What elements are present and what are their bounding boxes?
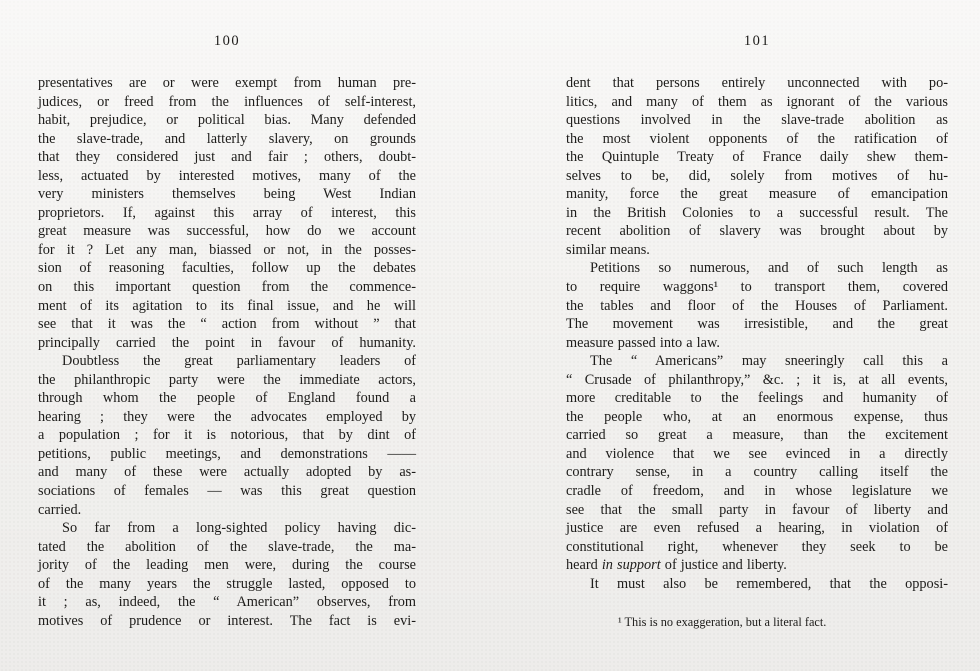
text-line: petitions, public meetings, and demonstrations —— xyxy=(38,445,416,462)
text-line: a population ; for it is notorious, that by dint of xyxy=(38,427,416,444)
text-line: for it ? Let any man, biassed or not, in the posses- xyxy=(38,241,416,258)
text-segment: of justice and liberty. xyxy=(660,557,787,574)
text-line: the philanthropic party were the immediate actors, xyxy=(38,371,416,388)
text-line: sociations of females — was this great question xyxy=(38,483,416,500)
text-line: jority of the leading men were, during the course xyxy=(38,557,416,574)
text-line: habit, prejudice, or political bias. Many defended xyxy=(38,112,416,129)
text-line: proprietors. If, against this array of interest, this xyxy=(38,204,416,221)
text-line: the tables and floor of the Houses of Parliament. xyxy=(566,297,948,314)
text-line: that they considered just and fair ; others, doubt- xyxy=(38,149,416,166)
text-line: recent abolition of slavery was brought about by xyxy=(566,223,948,240)
text-line: cradle of freedom, and in whose legislature we xyxy=(566,483,948,500)
text-line: similar means. xyxy=(566,241,650,258)
text-line: constitutional right, whenever they seek to be xyxy=(566,538,948,555)
text-line: litics, and many of them as ignorant of the various xyxy=(566,93,948,110)
text-line: selves to be, did, solely from motives of hu- xyxy=(566,167,948,184)
text-line: tated the abolition of the slave-trade, the ma- xyxy=(38,538,416,555)
text-line: sion of reasoning faculties, follow up the debates xyxy=(38,260,416,277)
text-line: judices, or freed from the influences of self-interest, xyxy=(38,93,416,110)
text-line: it ; as, indeed, the “ American” observes, from xyxy=(38,594,416,611)
text-line: motives of prudence or interest. The fact is evi- xyxy=(38,612,416,629)
page-number-right: 101 xyxy=(743,33,771,49)
text-line: presentatives are or were exempt from human pre- xyxy=(38,75,416,91)
text-line: ment of its agitation to its final issue, and he will xyxy=(38,297,416,314)
text-line: hearing ; they were the advocates employed by xyxy=(38,408,416,425)
text-line: the Quintuple Treaty of France daily shew them- xyxy=(566,149,948,166)
text-line: So far from a long-sighted policy having dic- xyxy=(62,520,416,537)
page-right xyxy=(566,0,948,671)
text-line: “ Crusade of philanthropy,” &c. ; it is, at all events, xyxy=(566,371,948,388)
text-line: principally carried the point in favour of humanity. xyxy=(38,334,416,351)
text-line: measure passed into a law. xyxy=(566,334,720,351)
text-line: dent that persons entirely unconnected with po- xyxy=(566,75,948,91)
text-line: in the British Colonies to a successful result. The xyxy=(566,204,948,221)
text-line: the most violent opponents of the ratification of xyxy=(566,130,948,147)
text-line: The movement was irresistible, and the great xyxy=(566,316,948,333)
page-left xyxy=(38,0,416,671)
text-line: questions involved in the slave-trade abolition as xyxy=(566,112,948,129)
italic-text: in support xyxy=(601,557,661,574)
text-line: carried. xyxy=(38,501,82,518)
text-line: less, actuated by interested motives, many of the xyxy=(38,167,416,184)
text-line: to require waggons¹ to transport them, covered xyxy=(566,279,948,296)
text-line: the people who, at an enormous expense, thus xyxy=(566,408,948,425)
text-segment: heard xyxy=(566,557,602,574)
footnote: ¹ This is no exaggeration, but a literal fact. xyxy=(618,615,827,630)
text-line: justice are even refused a hearing, in violation of xyxy=(566,520,948,537)
text-line: very ministers themselves being West Indian xyxy=(38,186,416,203)
text-line: carried so great a measure, than the excitement xyxy=(566,427,948,444)
text-line: on this important question from the commence- xyxy=(38,279,416,296)
text-line: contrary sense, in a country calling itself the xyxy=(566,464,948,481)
text-line: Petitions so numerous, and of such length as xyxy=(590,260,948,277)
text-line: It must also be remembered, that the opposi- xyxy=(590,575,948,592)
text-line: and many of these were actually adopted by as- xyxy=(38,464,416,481)
text-line: more creditable to the feelings and humanity of xyxy=(566,390,948,407)
text-line: the slave-trade, and latterly slavery, on grounds xyxy=(38,130,416,147)
text-line: manity, force the great measure of emancipation xyxy=(566,186,948,203)
text-line: great measure was successful, how do we account xyxy=(38,223,416,240)
text-line xyxy=(566,556,948,575)
text-line: see that it was the “ action from without ” that xyxy=(38,316,416,333)
page-right-text xyxy=(566,74,948,593)
text-line: through whom the people of England found a xyxy=(38,390,416,407)
text-line: of the many years the struggle lasted, opposed to xyxy=(38,575,416,592)
page-left-text xyxy=(38,74,416,630)
text-line: and violence that we see evinced in a directly xyxy=(566,445,948,462)
text-line: Doubtless the great parliamentary leaders of xyxy=(62,353,416,370)
page-number-left: 100 xyxy=(213,33,241,49)
text-line: The “ Americans” may sneeringly call this a xyxy=(590,353,948,370)
text-line: see that the small party in favour of liberty and xyxy=(566,501,948,518)
